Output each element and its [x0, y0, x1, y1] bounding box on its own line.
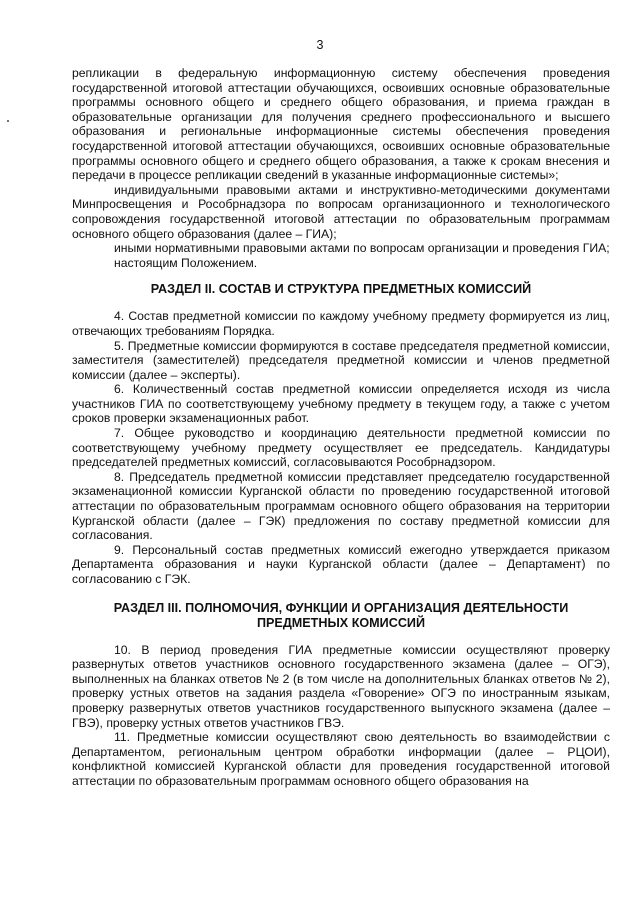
- section-2-paragraph: 9. Персональный состав предметных комиссий ежегодно утверждается приказом Департамента образования и науки Курганской области (далее – Департамент) по согласованию с ГЭК.: [72, 542, 610, 586]
- section-2-paragraph: 5. Предметные комиссии формируются в составе председателя предметной комиссии, заместителя (заместителей) председателя предметной комиссии и членов предметной комиссии (далее – эксперты).: [72, 338, 610, 382]
- intro-paragraph-2: индивидуальными правовыми актами и инструктивно-методическими документами Минпросвещения и Рособрнадзора по вопросам организационного и технологического сопровождения государственной итоговой аттестации по образовательным программам основного общего образования (далее – ГИА);: [72, 182, 610, 241]
- intro-paragraph-1: репликации в федеральную информационную систему обеспечения проведения государственной итоговой аттестации обучающихся, освоивших основные образовательные программы основного общего и среднего общего образования, и приема граждан в образовательные организации для получения среднего профессионального и высшего образования и региональные информационные системы обеспечения проведения государственной итоговой аттестации обучающихся, освоивших основные образовательные программы основного общего и среднего общего образования, а также к срокам внесения и передачи в процессе репликации сведений в указанные информационные системы»;: [72, 66, 610, 183]
- section-3-heading-line-2: ПРЕДМЕТНЫХ КОМИССИЙ: [256, 615, 426, 630]
- section-2-paragraph: 7. Общее руководство и координацию деятельности предметной комиссии по соответствующему учебному предмету осуществляет ее председатель. Кандидатуры председателей предметных комиссий, согласовываются Рособрнадзором.: [72, 426, 610, 470]
- section-2-paragraph: 8. Председатель предметной комиссии представляет председателю государственной экзаменационной комиссии Курганской области по проведению государственной итоговой аттестации по образовательным программам основного общего образования на территории Курганской области (далее – ГЭК) предложения по составу предметной комиссии для согласования.: [72, 469, 610, 543]
- intro-paragraph-3: иными нормативными правовыми актами по вопросам организации и проведения ГИА;: [114, 241, 610, 256]
- scan-speck: [7, 120, 9, 122]
- document-body: [72, 66, 610, 789]
- section-3-heading: [72, 601, 610, 631]
- section-2-paragraph: 4. Состав предметной комиссии по каждому учебному предмету формируется из лиц, отвечающих требованиям Порядка.: [72, 309, 610, 338]
- section-3-heading-line-1: РАЗДЕЛ III. ПОЛНОМОЧИЯ, ФУНКЦИИ И ОРГАНИЗАЦИЯ ДЕЯТЕЛЬНОСТИ: [113, 600, 569, 615]
- page-number: 3: [316, 38, 324, 52]
- section-2-paragraph: 6. Количественный состав предметной комиссии определяется исходя из числа участников ГИА по соответствующему учебному предмету в текущем году, а также с учетом сроков проверки экзаменационных работ.: [72, 382, 610, 426]
- section-3-paragraph: 10. В период проведения ГИА предметные комиссии осуществляют проверку развернутых ответов участников основного государственного экзамена (далее – ОГЭ), выполненных на бланках ответов № 2 (в том числе на дополнительных бланках ответов № 2), проверку устных ответов на задания раздела «Говорение» ОГЭ по иностранным языкам, проверку развернутых ответов участников государственного выпускного экзамена (далее – ГВЭ), проверку устных ответов участников ГВЭ.: [72, 642, 610, 730]
- section-3-paragraph: 11. Предметные комиссии осуществляют свою деятельность во взаимодействии с Департаментом, региональным центром обработки информации (далее – РЦОИ), конфликтной комиссией Курганской области для проведения государственной итоговой аттестации по образовательным программам основного общего образования на: [72, 730, 610, 788]
- intro-paragraph-4: настоящим Положением.: [114, 255, 258, 270]
- section-2-heading: РАЗДЕЛ II. СОСТАВ И СТРУКТУРА ПРЕДМЕТНЫХ КОМИССИЙ: [150, 282, 532, 297]
